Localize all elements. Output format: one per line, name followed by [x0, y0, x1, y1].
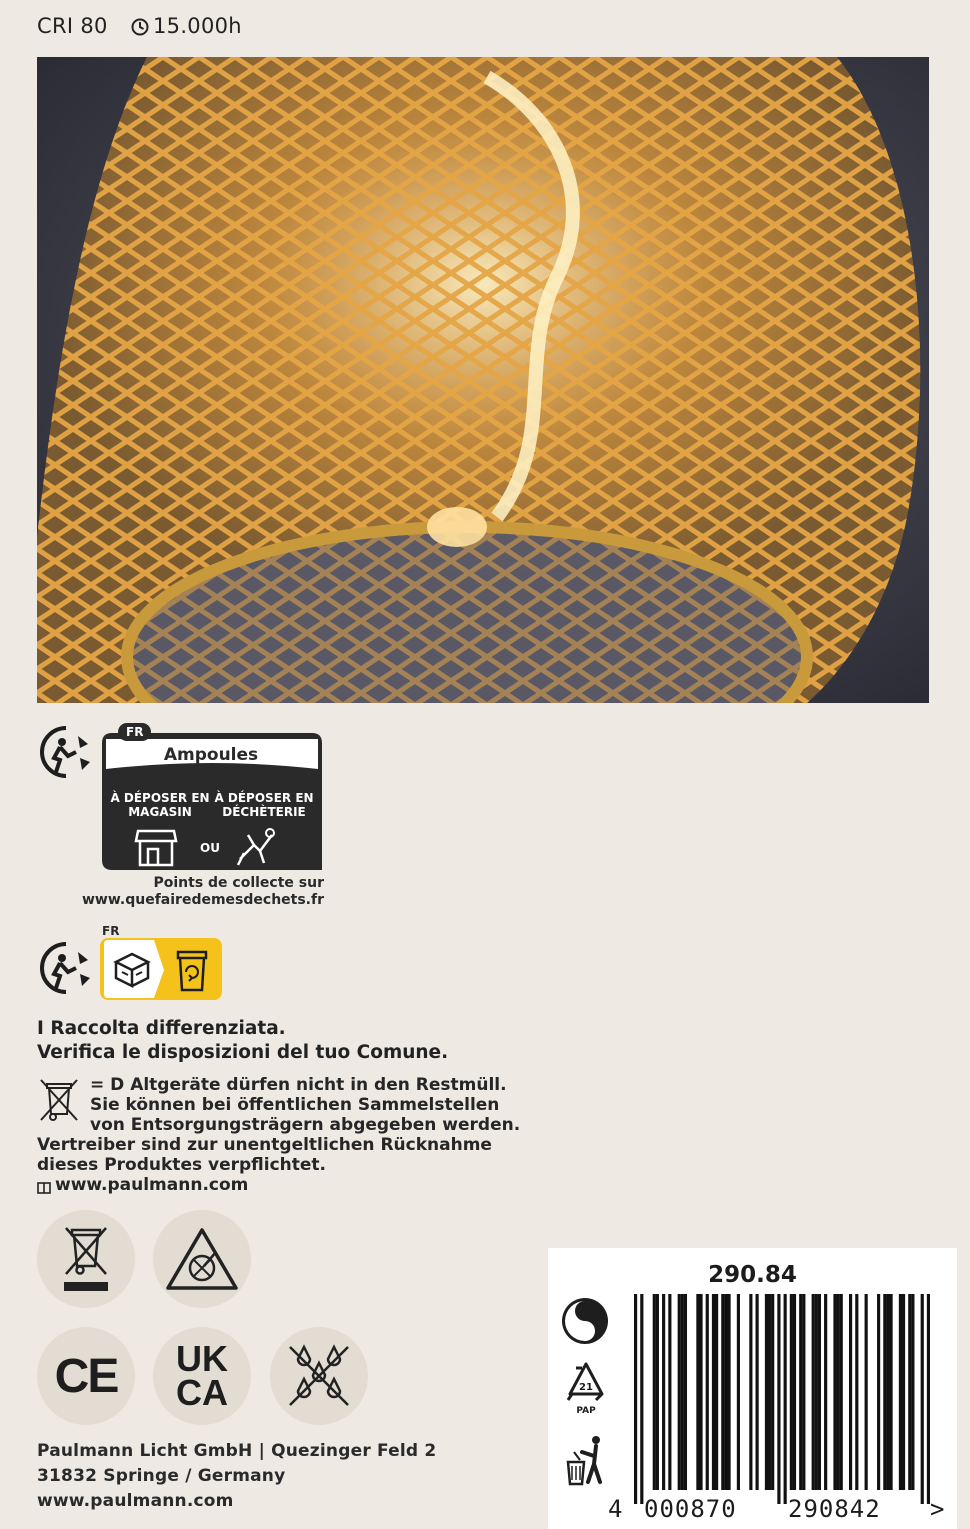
fr-badge: FR — [118, 723, 151, 741]
barcode-bar — [696, 1294, 699, 1490]
deposit-store-text: À DÉPOSER EN MAGASIN — [110, 791, 210, 819]
barcode-first-digit: 4 — [608, 1495, 623, 1523]
barcode-bar — [727, 1294, 730, 1490]
triman-ampoules-panel — [98, 725, 324, 872]
triman-icon — [36, 724, 96, 780]
or-text: OU — [200, 841, 220, 855]
barcode-bar — [656, 1294, 659, 1490]
not-waterproof-badge — [270, 1327, 368, 1425]
barcode-bar — [662, 1294, 665, 1490]
barcode-bar — [849, 1294, 852, 1490]
collection-line1: Points de collecte sur — [153, 875, 324, 891]
barcode-bar — [715, 1294, 718, 1490]
triman-icon-2 — [36, 940, 96, 996]
barcode-group1: 000870 — [644, 1495, 737, 1523]
germany-website-row — [37, 1175, 248, 1195]
germany-line3: von Entsorgungsträgern abgegeben werden. — [90, 1115, 521, 1135]
barcode-group2: 290842 — [788, 1495, 881, 1523]
packaging-sort-panel — [100, 924, 224, 1002]
barcode-bar — [802, 1294, 805, 1490]
ce-badge — [37, 1327, 135, 1425]
tidyman-icon — [564, 1434, 610, 1486]
barcode-bar — [634, 1294, 637, 1504]
product-photo — [37, 57, 929, 703]
fr-badge-2: FR — [102, 924, 120, 938]
barcode-bar — [812, 1294, 815, 1490]
barcode-bar — [902, 1294, 905, 1490]
barcode-bar — [771, 1294, 774, 1490]
barcode-bar — [865, 1294, 868, 1490]
barcode-bar — [837, 1294, 840, 1490]
ampoules-title: Ampoules — [163, 745, 259, 765]
barcode-bar — [749, 1294, 752, 1490]
recycling-pap-icon — [562, 1360, 610, 1418]
barcode-bar — [721, 1294, 724, 1490]
collection-info — [60, 875, 324, 909]
weee-badge — [37, 1210, 135, 1308]
barcode-bar — [681, 1294, 684, 1490]
barcode-bar — [653, 1294, 656, 1490]
barcode-bar — [927, 1294, 930, 1504]
book-icon — [37, 1179, 51, 1191]
no-water-drops-icon — [284, 1341, 354, 1411]
manufacturer-line2: 31832 Springe / Germany — [37, 1466, 286, 1486]
article-number: 290.84 — [708, 1262, 797, 1288]
barcode-bar — [706, 1294, 709, 1490]
germany-line4: Vertreiber sind zur unentgeltlichen Rücknahme — [37, 1135, 492, 1155]
ukca-badge — [153, 1327, 251, 1425]
manufacturer-line1: Paulmann Licht GmbH | Quezinger Feld 2 — [37, 1441, 437, 1461]
barcode-bar — [765, 1294, 768, 1490]
ce-mark: CE — [54, 1349, 118, 1403]
warning-triangle-icon — [164, 1226, 240, 1292]
green-dot-icon — [560, 1296, 610, 1346]
barcode-bar — [790, 1294, 793, 1490]
barcode-bar — [784, 1294, 787, 1504]
collection-website: www.quefairedemesdechets.fr — [82, 892, 324, 908]
barcode-bar — [855, 1294, 858, 1490]
barcode-bar — [699, 1294, 702, 1490]
barcode-bar — [908, 1294, 911, 1490]
barcode-bar — [833, 1294, 836, 1490]
barcode-bar — [756, 1294, 759, 1490]
cri-value: CRI 80 — [37, 14, 108, 38]
pressure-warning-badge — [153, 1210, 251, 1308]
barcode-end-mark: > — [930, 1495, 945, 1523]
italy-line2: Verifica le disposizioni del tuo Comune. — [37, 1042, 449, 1063]
germany-line2: Sie können bei öffentlichen Sammelstellen — [90, 1095, 500, 1115]
barcode-bar — [921, 1294, 924, 1504]
clock-icon — [131, 17, 149, 35]
barcode-bar — [768, 1294, 771, 1490]
barcode-bar — [712, 1294, 715, 1490]
barcode-bar — [724, 1294, 727, 1490]
barcode-bar — [799, 1294, 802, 1490]
barcode-bar — [877, 1294, 880, 1490]
barcode-bar — [911, 1294, 914, 1490]
barcode-bar — [777, 1294, 780, 1504]
lifetime-value: 15.000h — [153, 14, 242, 38]
shop-icon — [134, 827, 178, 867]
disposal-hand-icon — [234, 825, 278, 867]
barcode-bar — [886, 1294, 889, 1490]
barcode-bar — [815, 1294, 818, 1490]
barcode-bar — [793, 1294, 796, 1490]
barcode-bar — [883, 1294, 886, 1490]
germany-website: www.paulmann.com — [55, 1175, 249, 1195]
barcode-bar — [678, 1294, 681, 1490]
barcode-bar — [889, 1294, 892, 1490]
deposit-dump-text: À DÉPOSER EN DÉCHÈTERIE — [214, 791, 314, 819]
weee-bin-icon — [56, 1224, 116, 1294]
manufacturer-website: www.paulmann.com — [37, 1491, 234, 1511]
barcode-bar — [899, 1294, 902, 1490]
germany-line5: dieses Produktes verpflichtet. — [37, 1155, 327, 1175]
manufacturer-address — [37, 1439, 436, 1514]
lifetime-spec — [131, 14, 242, 38]
ukca-mark-bottom: CA — [176, 1372, 228, 1413]
recycling-material: PAP — [576, 1406, 596, 1416]
barcode-bar — [640, 1294, 643, 1504]
recycling-number: 21 — [579, 1382, 593, 1393]
yellow-bin-icon — [174, 946, 210, 994]
italy-line1: I Raccolta differenziata. — [37, 1018, 286, 1039]
barcode-bar — [737, 1294, 740, 1490]
crossed-bin-icon — [37, 1076, 81, 1124]
cardboard-box-icon — [112, 950, 152, 990]
barcode-bar — [684, 1294, 687, 1490]
barcode-bar — [824, 1294, 827, 1490]
barcode-bar — [668, 1294, 671, 1490]
barcode-panel — [548, 1248, 957, 1529]
ukca-mark-top: UK — [176, 1338, 228, 1379]
ean13-barcode — [634, 1294, 930, 1504]
barcode-bar — [840, 1294, 843, 1490]
barcode-bar — [818, 1294, 821, 1490]
germany-line1: = D Altgeräte dürfen nicht in den Restmüll. — [90, 1075, 507, 1095]
italy-notice — [37, 1017, 448, 1065]
